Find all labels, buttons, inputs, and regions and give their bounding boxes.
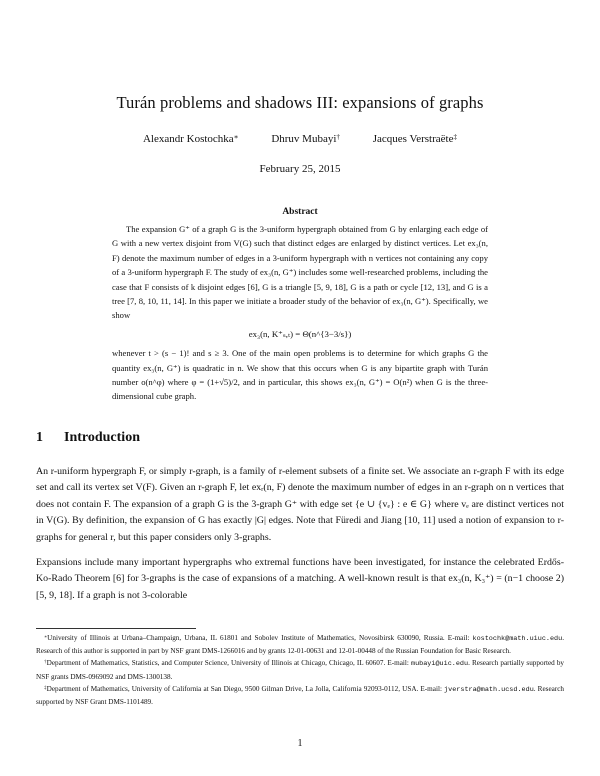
email-kostochka[interactable]: kostochk@math.uiuc.edu: [472, 635, 563, 643]
footnote-1: ∗University of Illinois at Urbana–Champaign, Urbana, IL 61801 and Sobolev Institute of Mathematics, Novosibirsk 630090, Russia. E-mail: kostochk@math.uiuc.edu. Research of this author is supported in part by NSF grant DMS-1266016 and by grants 12-01-00631 and 12-01-00448 of the Russian Foundation for Basic Research.: [36, 634, 565, 656]
intro-paragraph-2: Expansions include many important hypergraphs who extremal functions have been investigated, for instance the celebrated Erdős-Ko-Rado Theorem [6] for 3-graphs is the case of expansions of a matching. A well-known result is that ex₃(n, K₃⁺) = (n−1 choose 2) [5, 9, 18]. If a graph is not 3-colorable: [36, 557, 564, 601]
abstract-paragraph-2: whenever t > (s − 1)! and s ≥ 3. One of the main open problems is to determine for which graphs G the quantity ex₃(n, G⁺) is quadratic in n. We show that this occurs when G is any bipartite graph with Turán number o(n^φ) where φ = (1+√5)/2, and in particular, this shows ex₃(n, G⁺) = O(n²) when G is the three-dimensional cube graph.: [112, 348, 488, 402]
intro-paragraph-1: An r-uniform hypergraph F, or simply r-graph, is a family of r-element subsets of a finite set. We associate an r-graph F with its edge set and call its vertex set V(F). Given an r-graph F, let exᵣ(n, F) denote the maximum number of edges in an r-graph on n vertices that does not contain F. The expansion of a graph G is the 3-graph G⁺ with edge set {e ∪ {vₑ} : e ∈ G} where vₑ are distinct vertices not in V(G). By definition, the expansion of G has exactly |G| edges. Note that Füredi and Jiang [10, 11] used a notion of expansion to r-graphs for general r, but this paper considers only 3-graphs.: [36, 466, 564, 543]
abstract-heading: Abstract: [282, 207, 318, 217]
abstract-paragraph-1: The expansion G⁺ of a graph G is the 3-uniform hypergraph obtained from G by enlarging each edge of G with a new vertex disjoint from V(G) such that distinct edges are enlarged by distinct vertices. Let ex₃(n, F) denote the maximum number of edges in a 3-uniform hypergraph with n vertices not containing any copy of a 3-uniform hypergraph F. The study of ex₃(n, G⁺) includes some well-researched problems, including the case that F consists of k disjoint edges [6], G is a triangle [5, 9, 18], G is a path or cycle [12, 13], and G is a tree [7, 8, 10, 11, 14]. In this paper we initiate a broader study of the behavior of ex₃(n, G⁺). Specifically, we show: [112, 224, 488, 321]
footnote-2: †Department of Mathematics, Statistics, and Computer Science, University of Illinois at Chicago, Chicago, IL 60607. E-mail: mubayi@uic.edu. Research partially supported by NSF grants DMS-0969092 and DMS-1300138.: [36, 659, 565, 681]
page-number: 1: [297, 738, 303, 749]
paper-title: Turán problems and shadows III: expansions of graphs: [116, 93, 484, 112]
email-verstraete[interactable]: jverstra@math.ucsd.edu: [444, 685, 534, 694]
section-number: 1: [36, 430, 43, 445]
footnote-rule: [36, 628, 196, 629]
email-mubayi[interactable]: mubayi@uic.edu: [410, 660, 469, 669]
abstract-equation: ex₃(n, K⁺ₛ,ₜ) = Θ(n^{3−3/s}): [248, 328, 352, 339]
abstract-body: [112, 222, 488, 404]
section-title: Introduction: [64, 430, 140, 445]
author-kostochka: Alexandr Kostochka∗: [142, 132, 239, 145]
author-verstraete: Jacques Verstraëte‡: [372, 132, 458, 145]
footnotes: [36, 632, 564, 708]
introduction-body: [36, 464, 564, 613]
section-heading-introduction: [36, 430, 140, 446]
author-list: [0, 133, 600, 145]
paper-date: February 25, 2015: [259, 163, 341, 175]
footnote-3: ‡Department of Mathematics, University of California at San Diego, 9500 Gilman Drive, La Jolla, California 92093-0112, USA. E-mail: jverstra@math.ucsd.edu. Research supported by NSF Grant DMS-1101489.: [36, 684, 565, 707]
author-mubayi: Dhruv Mubayi†: [271, 132, 340, 145]
